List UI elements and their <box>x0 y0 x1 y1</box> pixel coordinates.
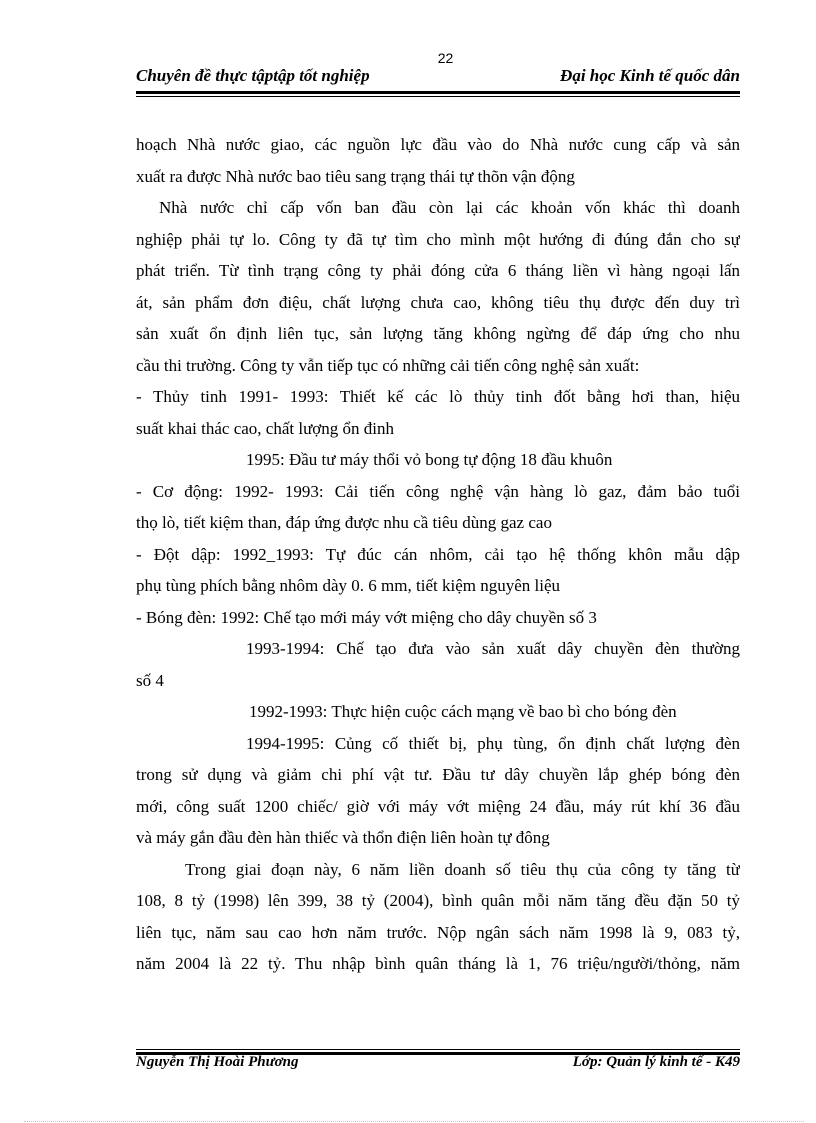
body-line: 1992-1993: Thực hiện cuộc cách mạng về bao bì cho bóng đèn <box>249 702 677 721</box>
footer-rule-thin <box>136 1049 740 1050</box>
body-line: năm 2004 là 22 tỷ. Thu nhập bình quân tháng là 1, 76 triệu/người/thỏng, năm <box>136 954 740 973</box>
body-line: hoạch Nhà nước giao, các nguồn lực đầu vào do Nhà nước cung cấp và sản <box>136 135 740 154</box>
body-line: - Cơ động: 1992- 1993: Cải tiến công nghệ vận hàng lò gaz, đảm bảo tuổi <box>136 481 740 501</box>
body-line: số 4 <box>136 670 164 690</box>
body-line: trong sử dụng và giảm chi phí vật tư. Đầu tư dây chuyền lắp ghép bóng đèn <box>136 765 740 784</box>
footer-author: Nguyễn Thị Hoài Phương <box>136 1054 299 1070</box>
page-bottom-divider <box>24 1121 804 1122</box>
body-line: - Bóng đèn: 1992: Chế tạo mới máy vớt miệng cho dây chuyền số 3 <box>136 607 597 627</box>
body-line: xuất ra được Nhà nước bao tiêu sang trạng thái tự thõn vận động <box>136 166 575 186</box>
body-line: liên tục, năm sau cao hơn năm trước. Nộp ngân sách năm 1998 là 9, 083 tỷ, <box>136 922 740 942</box>
body-line: và máy gắn đầu đèn hàn thiếc và thổn điện liên hoàn tự đông <box>136 828 550 847</box>
page-number: 22 <box>437 50 454 66</box>
body-line: - Thủy tinh 1991- 1993: Thiết kế các lò thủy tinh đốt bằng hơi than, hiệu <box>136 387 740 406</box>
body-line: Nhà nước chỉ cấp vốn ban đầu còn lại các khoản vốn khác thì doanh <box>159 198 740 217</box>
body-line: 108, 8 tỷ (1998) lên 399, 38 tỷ (2004), bình quân mỗi năm tăng đều đặn 50 tỷ <box>136 891 740 910</box>
body-line: 1994-1995: Củng cố thiết bị, phụ tùng, ổn định chất lượng đèn <box>246 733 740 753</box>
body-line: cầu thi trường. Công ty vẫn tiếp tục có những cải tiến công nghệ sản xuất: <box>136 355 640 375</box>
body-line: mới, công suất 1200 chiếc/ giờ với máy vớt miệng 24 đầu, máy rút khí 36 đầu <box>136 796 740 816</box>
body-line: 1995: Đầu tư máy thổi vỏ bong tự động 18 đầu khuôn <box>246 450 613 469</box>
body-line: - Đột dập: 1992_1993: Tự đúc cán nhôm, cải tạo hệ thống khôn mẫu dập <box>136 544 740 564</box>
footer-class: Lớp: Quản lý kinh tế - K49 <box>572 1054 740 1070</box>
page-header <box>136 66 740 92</box>
body-line: phụ tùng phích bằng nhôm dày 0. 6 mm, tiết kiệm nguyên liệu <box>136 576 560 595</box>
body-text <box>136 129 740 980</box>
body-line: thọ lò, tiết kiệm than, đáp ứng được nhu cầ tiêu dùng gaz cao <box>136 513 552 532</box>
header-title-right: Đại học Kinh tế quốc dân <box>560 66 740 85</box>
header-rule-thick <box>136 91 740 94</box>
body-line: suất khai thác cao, chất lượng ổn đinh <box>136 418 395 438</box>
body-line: sản xuất ổn định liên tục, sản lượng tăng không ngừng để đáp ứng cho nhu <box>136 324 740 343</box>
header-rule-thin <box>136 96 740 97</box>
body-line: 1993-1994: Chế tạo đưa vào sản xuất dây chuyền đèn thường <box>246 639 740 658</box>
body-line: nghiệp phải tự lo. Công ty đã tự tìm cho mình một hướng đi đúng đắn cho sự <box>136 229 740 249</box>
body-line: phát triển. Từ tình trạng công ty phải đóng cửa 6 tháng liền vì hàng ngoại lấn <box>136 261 740 280</box>
body-line: Trong giai đoạn này, 6 năm liền doanh số tiêu thụ của công ty tăng từ <box>185 859 740 879</box>
page-footer <box>136 1054 740 1078</box>
body-line: át, sản phẩm đơn điệu, chất lượng chưa cao, không tiêu thụ được đến duy trì <box>136 292 740 312</box>
header-title-left: Chuyên đề thực tậptập tốt nghiệp <box>136 66 370 85</box>
